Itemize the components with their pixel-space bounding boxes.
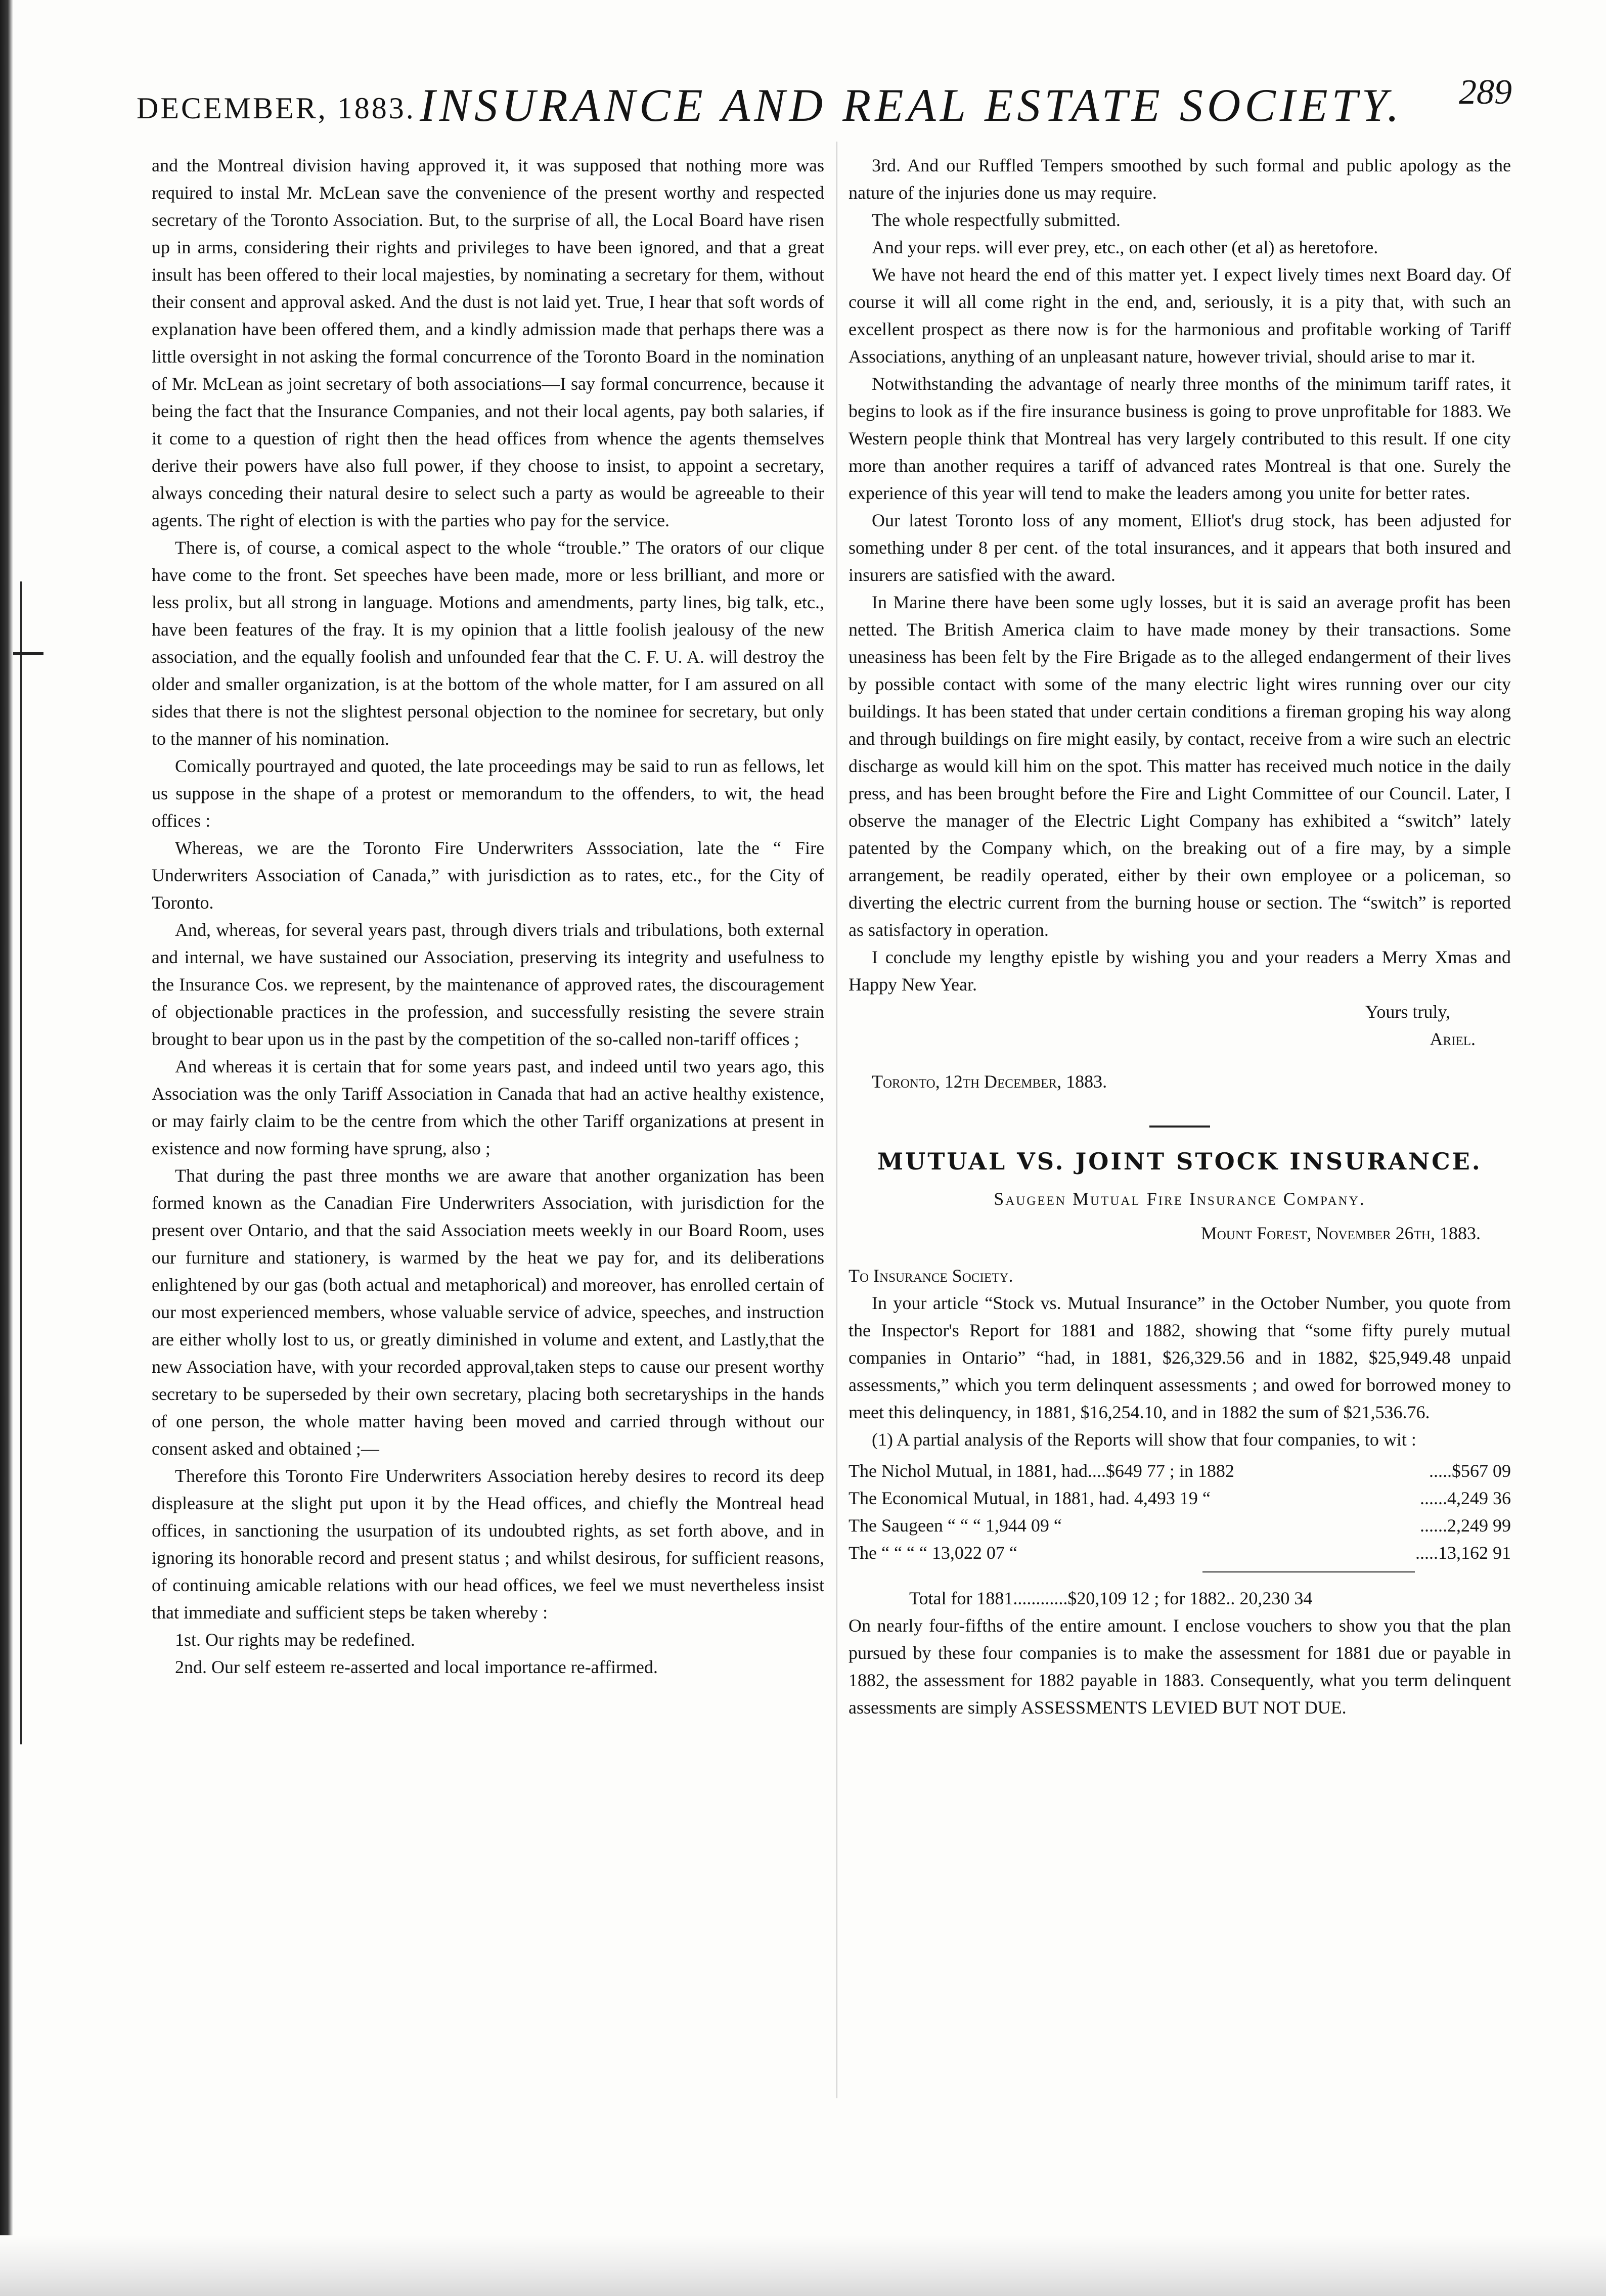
section-divider [1149, 1126, 1210, 1128]
paragraph: Whereas, we are the Toronto Fire Underwriters Asssociation, late the “ Fire Underwriters Association of Canada,” with jurisdiction as to rates, etc., for the City of Toronto. [152, 838, 824, 913]
table-row [849, 1457, 1511, 1484]
paragraph: Comically pourtrayed and quoted, the late proceedings may be said to run as fellows, let us suppose in the shape of a protest or memorandum to the offenders, to wit, the head offices : [152, 756, 824, 831]
article-subtitle: Saugeen Mutual Fire Insurance Company. [994, 1189, 1366, 1209]
paragraph: Therefore this Toronto Fire Underwriters Association hereby desires to record its deep displeasure at the slight put upon it by the Head offices, and chiefly the Montreal head offices, in sanctioning the usurpation of its undoubted rights, as set forth above, and in ignoring its honorable record and present status ; and whilst desirous, for sufficient reasons, of continuing amicable relations with our head offices, we feel we must nevertheless insist that immediate and sufficient steps be taken whereby : [152, 1466, 824, 1623]
letter-signature: Ariel. [1430, 1029, 1476, 1049]
list-item: 1st. Our rights may be redefined. [175, 1630, 415, 1650]
paragraph: The whole respectfully submitted. [872, 210, 1121, 230]
letter-signoff: Yours truly, [1365, 1002, 1450, 1022]
table-cell-company: The Saugeen “ “ “ 1,944 09 “ [849, 1515, 1062, 1536]
article-dateline: Mount Forest, November 26th, 1883. [1200, 1223, 1481, 1243]
table-row [849, 1512, 1511, 1539]
table-total: Total for 1881............$20,109 12 ; for 1882.. 20,230 34 [909, 1588, 1313, 1608]
article-title: MUTUAL VS. JOINT STOCK INSURANCE. [877, 1148, 1482, 1175]
table-row [849, 1539, 1511, 1566]
header-date: DECEMBER, 1883. [137, 92, 416, 125]
assessment-table [849, 1457, 1511, 1566]
paragraph: In Marine there have been some ugly losses, but it is said an average profit has been netted. The British America claim to have made money by their transactions. Some uneasiness has been felt by the Fire Brigade as to the alleged endangerment of their lives by possible contact with some of the many electric light wires running over our city buildings. It has been stated that under certain conditions a fireman groping his way along and through buildings on fire might easily, by contact, receive from a wire such an electric discharge as would kill him on the spot. This matter has received much notice in the daily press, and has been brought before the Fire and Light Committee of our Council. Later, I observe the manager of the Electric Light Company has exhibited a “switch” lately patented by the Company which, on the breaking out of a fire may, by a simple arrangement, be readily operated, either by their own employee or a policeman, so diverting the electric current from the burning house or section. The “switch” is reported as satisfactory in operation. [849, 592, 1511, 940]
page-number: 289 [1459, 73, 1512, 112]
letter-place-date: Toronto, 12th December, 1883. [872, 1071, 1107, 1092]
paragraph: We have not heard the end of this matter yet. I expect lively times next Board day. Of course it will all come right in the end, and, seriously, it is a pity that, with such an excellent prospect as there now is for the harmonious and profitable working of Tariff Associations, anything of an unpleasant nature, however trivial, should arise to mar it. [849, 264, 1511, 367]
table-cell-value: .....13,162 91 [1415, 1543, 1511, 1563]
table-row [849, 1484, 1511, 1512]
paragraph: And whereas it is certain that for some years past, and indeed until two years ago, this Association was the only Tariff Association in Canada that had an active healthy existence, or may fairly claim to be the centre from which the other Tariff organizations at present in existence and now forming have sprung, also ; [152, 1056, 824, 1158]
paragraph: And, whereas, for several years past, through divers trials and tribulations, both external and internal, we have sustained our Association, preserving its integrity and usefulness to the Insurance Cos. we represent, by the maintenance of approved rates, the discouragement of objectionable practices in the profession, and successfully resisting the severe strain brought to bear upon us in the past by the competition of the so-called non-tariff offices ; [152, 920, 824, 1049]
paragraph: I conclude my lengthy epistle by wishing you and your readers a Merry Xmas and Happy New Year. [849, 947, 1511, 995]
paragraph: On nearly four-fifths of the entire amount. I enclose vouchers to show you that the plan pursued by these four companies is to make the assessment for 1881 due or payable in 1882, the assessment for 1882 payable in 1883. Consequently, what you term delinquent assessments are simply ASSESSMENTS LEVIED BUT NOT DUE. [849, 1615, 1511, 1718]
paragraph: Notwithstanding the advantage of nearly three months of the minimum tariff rates, it begins to look as if the fire insurance business is going to prove unprofitable for 1883. We Western people think that Montreal has very largely contributed to this result. If one city more than another requires a tariff of advanced rates Montreal is that one. Surely the experience of this year will tend to make the leaders among you unite for better rates. [849, 374, 1511, 503]
paragraph: 3rd. And our Ruffled Tempers smoothed by such formal and public apology as the nature of the injuries done us may require. [849, 155, 1511, 203]
table-cell-company: The Nichol Mutual, in 1881, had....$649 77 ; in 1882 [849, 1461, 1234, 1481]
paragraph: That during the past three months we are aware that another organization has been formed known as the Canadian Fire Underwriters Association, with jurisdiction for the present over Ontario, and that the said Association meets weekly in our Board Room, uses our furniture and stationery, is warmed by the heat we pay for, and its deliberations enlightened by our gas (both actual and metaphorical) and moreover, has enrolled certain of our most experienced members, whose valuable service of advice, speeches, and instruction are either wholly lost to us, or greatly diminished in volume and extent, and Lastly,that the new Association have, with your recorded approval,taken steps to cause our present worthy secretary to be superseded by their own secretary, placing both secretaryships in the hands of one person, the whole matter having been moved and carried through without our consent asked and obtained ;— [152, 1165, 824, 1459]
column-divider [836, 142, 837, 2098]
publication-title: INSURANCE AND REAL ESTATE SOCIETY. [420, 79, 1403, 131]
table-cell-company: The “ “ “ “ 13,022 07 “ [849, 1543, 1017, 1563]
sum-rule [1202, 1571, 1415, 1572]
paragraph: There is, of course, a comical aspect to the whole “trouble.” The orators of our clique have come to the front. Set speeches have been made, more or less brilliant, and more or less prolix, but all strong in language. Motions and amendments, party lines, big talk, etc., have been features of the fray. It is my opinion that a little foolish jealousy of the new association, and the equally foolish and unfounded fear that the C. F. U. A. will destroy the older and smaller organization, is at the bottom of the whole matter, for I am assured on all sides that there is not the slightest personal objection to the nominee for secretary, but only to the manner of his nomination. [152, 537, 824, 749]
page-header [137, 63, 1512, 139]
article-salutation: To Insurance Society. [849, 1266, 1013, 1286]
paragraph: In your article “Stock vs. Mutual Insurance” in the October Number, you quote from the Inspector's Report for 1881 and 1882, showing that “some fifty purely mutual companies in Ontario” “had, in 1881, $26,329.56 and in 1882, $25,949.48 unpaid assessments,” which you term delinquent assessments ; and owed for borrowed money to meet this delinquency, in 1881, $16,254.10, and in 1882 the sum of $21,536.76. [849, 1293, 1511, 1422]
table-cell-value: ......2,249 99 [1420, 1515, 1511, 1536]
paragraph: (1) A partial analysis of the Reports will show that four companies, to wit : [872, 1429, 1416, 1450]
page-bottom-shadow [0, 2235, 1606, 2296]
margin-rule [20, 581, 22, 1744]
right-column [849, 152, 1511, 1721]
left-column [152, 152, 824, 1681]
margin-pointer-mark [13, 652, 43, 655]
paragraph: Our latest Toronto loss of any moment, Elliot's drug stock, has been adjusted for something under 8 per cent. of the total insurances, and it appears that both insured and insurers are satisfied with the award. [849, 510, 1511, 585]
binding-edge [0, 0, 13, 2296]
table-cell-value: .....$567 09 [1429, 1461, 1511, 1481]
table-cell-company: The Economical Mutual, in 1881, had. 4,493 19 “ [849, 1488, 1211, 1508]
list-item: 2nd. Our self esteem re-asserted and local importance re-affirmed. [175, 1657, 658, 1677]
table-cell-value: ......4,249 36 [1420, 1488, 1511, 1508]
paragraph: And your reps. will ever prey, etc., on each other (et al) as heretofore. [872, 237, 1378, 257]
paragraph: and the Montreal division having approved it, it was supposed that nothing more was required to instal Mr. McLean save the convenience of the present worthy and respected secretary of the Toronto Association. But, to the surprise of all, the Local Board have risen up in arms, considering their rights and privileges to have been ignored, and that a great insult has been offered to their local majesties, by nominating a secretary for them, without their consent and approval asked. And the dust is not laid yet. True, I hear that soft words of explanation have been offered them, and a kindly admission made that perhaps there was a little oversight in not asking the formal concurrence of the Toronto Board in the nomination of Mr. McLean as joint secretary of both associations—I say formal concurrence, because it being the fact that the Insurance Companies, and not their local agents, pay both salaries, if it come to a question of right then the head offices from whence the agents themselves derive their powers have also full power, if they choose to insist, to appoint a secretary, always conceding their natural desire to select such a party as would be agreeable to their agents. The right of election is with the parties who pay for the service. [152, 155, 824, 530]
